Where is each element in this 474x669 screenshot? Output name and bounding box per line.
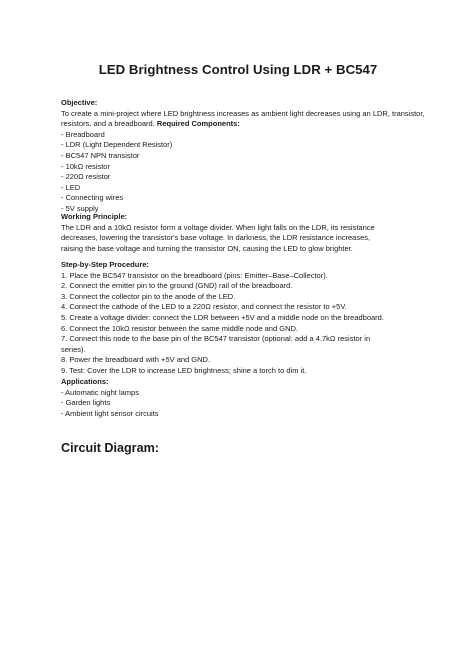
component-item: - LED <box>61 182 81 192</box>
procedure-step: 7. Connect this node to the base pin of the BC547 transistor (optional: add a 4.7kΩ resistor in <box>61 334 371 344</box>
component-item: - 5V supply <box>61 203 99 213</box>
objective-heading: Objective: <box>61 98 98 107</box>
application-item: - Garden lights <box>61 398 111 408</box>
component-item: - Connecting wires <box>61 193 124 203</box>
working-principle-line: raising the base voltage and turning the transistor ON, causing the LED to glow brighter. <box>61 243 353 253</box>
procedure-step: 6. Connect the 10kΩ resistor between the same middle node and GND. <box>61 323 298 333</box>
component-item: - 220Ω resistor <box>61 172 111 182</box>
procedure-step: 5. Create a voltage divider: connect the LDR between +5V and a middle node on the breadboard. <box>61 312 384 322</box>
component-item: - Breadboard <box>61 129 105 139</box>
component-item: - BC547 NPN transistor <box>61 150 140 160</box>
document-title: LED Brightness Control Using LDR + BC547 <box>98 62 378 77</box>
working-principle-heading: Working Principle: <box>61 212 128 221</box>
working-principle-section <box>61 212 433 254</box>
procedure-step: series). <box>61 344 86 354</box>
objective-section <box>61 98 433 215</box>
procedure-step: 3. Connect the collector pin to the anode of the LED. <box>61 291 236 301</box>
component-item: - LDR (Light Dependent Resistor) <box>61 140 173 150</box>
objective-text <box>61 109 433 130</box>
procedure-heading: Step-by-Step Procedure: <box>61 260 149 269</box>
components-heading: Required Components: <box>156 119 240 129</box>
procedure-step: 9. Test: Cover the LDR to increase LED brightness; shine a torch to dim it. <box>61 365 307 375</box>
procedure-step: 8. Power the breadboard with +5V and GND. <box>61 355 211 365</box>
component-item: - 10kΩ resistor <box>61 161 110 171</box>
applications-section <box>61 377 433 419</box>
objective-body: To create a mini-project where LED brightness increases as ambient light decreases using an LDR, transistor, resistors, and a breadboard. <box>61 108 425 129</box>
procedure-step: 2. Connect the emitter pin to the ground (GND) rail of the breadboard. <box>61 281 293 291</box>
procedure-step: 1. Place the BC547 transistor on the breadboard (pins: Emitter–Base–Collector). <box>61 270 328 280</box>
applications-heading: Applications: <box>61 377 109 386</box>
procedure-step: 4. Connect the cathode of the LED to a 220Ω resistor, and connect the resistor to +5V. <box>61 302 347 312</box>
working-principle-line: decreases, lowering the transistor's base voltage. In darkness, the LDR resistance increases, <box>61 233 371 243</box>
application-item: - Automatic night lamps <box>61 387 139 397</box>
procedure-section <box>61 260 433 377</box>
application-item: - Ambient light sensor circuits <box>61 408 159 418</box>
working-principle-line: The LDR and a 10kΩ resistor form a voltage divider. When light falls on the LDR, its resistance <box>61 222 375 232</box>
circuit-diagram-heading: Circuit Diagram: <box>61 441 159 455</box>
